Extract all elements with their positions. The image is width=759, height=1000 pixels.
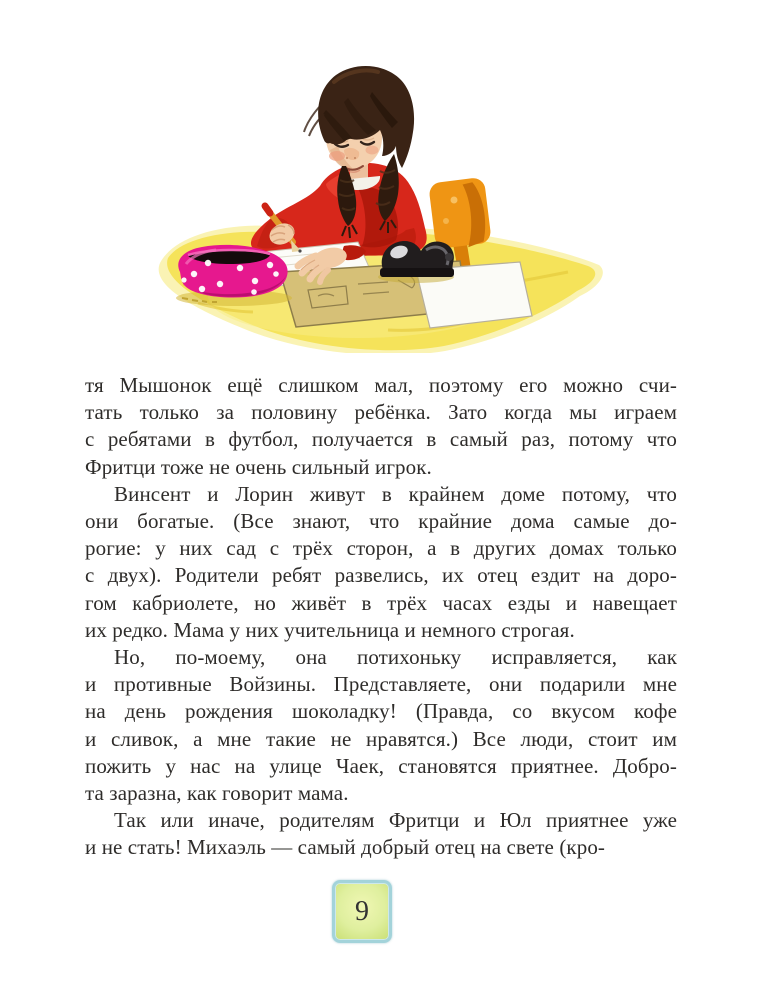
text-line: Так или иначе, родителям Фритци и Юл приятнее уже bbox=[114, 808, 677, 833]
text-line: пожить у нас на улице Чаек, становятся приятнее. Добро- bbox=[85, 753, 677, 778]
text-line: Винсент и Лорин живут в крайнем доме потому, что bbox=[114, 481, 677, 506]
text-line: и сливок, а мне такие не нравятся.) Все люди, стоит им bbox=[85, 726, 677, 751]
text-line: та заразна, как говорит мама. bbox=[85, 781, 349, 806]
text-line: тать только за половину ребёнка. Зато когда мы играем bbox=[85, 400, 677, 425]
illustration-girl-writing-at-desk bbox=[158, 58, 603, 353]
text-line: на день рождения шоколадку! (Правда, со вкусом кофе bbox=[85, 699, 677, 724]
paragraph bbox=[85, 807, 677, 861]
text-line: и не стать! Михаэль — самый добрый отец на свете (кро- bbox=[85, 835, 606, 860]
text-line: Но, по-моему, она потихоньку исправляется, как bbox=[114, 645, 677, 670]
page-number: 9 bbox=[355, 895, 369, 927]
paragraph bbox=[85, 481, 677, 644]
text-line: они богатые. (Все знают, что крайние дома самые до- bbox=[85, 509, 677, 534]
text-line: их редко. Мама у них учительница и немного строгая. bbox=[85, 617, 575, 642]
text-line: тя Мышонок ещё слишком мал, поэтому его можно счи- bbox=[85, 373, 677, 397]
text-line: Фритци тоже не очень сильный игрок. bbox=[85, 454, 432, 479]
paragraph bbox=[85, 372, 677, 481]
body-text bbox=[85, 372, 677, 862]
text-line: рогие: у них сад с трёх сторон, а в других домах только bbox=[85, 536, 677, 561]
text-line: и противные Войзины. Представляете, они подарили мне bbox=[85, 672, 677, 697]
text-line: с ребятами в футбол, получается в самый раз, потому что bbox=[85, 427, 677, 452]
text-line: с двух). Родители ребят развелись, их отец ездит на доро- bbox=[85, 563, 677, 588]
page-number-badge bbox=[332, 880, 392, 943]
paragraph bbox=[85, 644, 677, 807]
pencil-sharpener bbox=[378, 241, 454, 283]
text-line: гом кабриолете, но живёт в трёх часах езды и навещает bbox=[85, 590, 677, 615]
